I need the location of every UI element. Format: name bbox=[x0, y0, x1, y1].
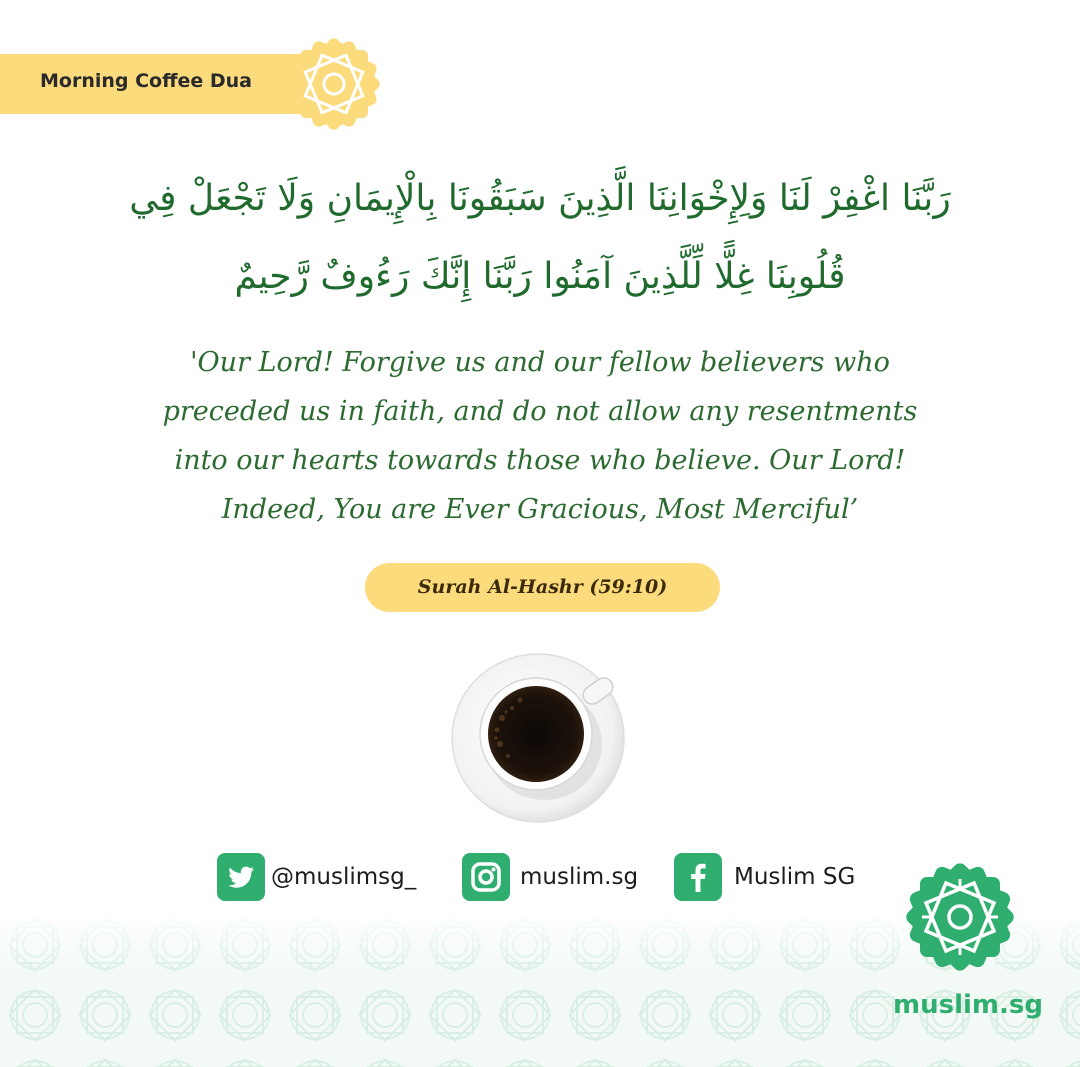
facebook-page-name[interactable]: Muslim SG bbox=[734, 864, 856, 890]
star-flower-ornament-icon bbox=[278, 28, 390, 140]
translation-line: into our hearts towards those who believe. Our Lord! bbox=[174, 445, 906, 476]
twitter-icon[interactable] bbox=[217, 853, 265, 901]
brand-wordmark: muslim.sg bbox=[893, 990, 1043, 1020]
instagram-handle[interactable]: muslim.sg bbox=[520, 864, 639, 890]
muslim-sg-logo-icon bbox=[895, 852, 1025, 982]
translation-line: Indeed, You are Ever Gracious, Most Merciful’ bbox=[221, 494, 859, 525]
banner-title: Morning Coffee Dua bbox=[40, 70, 253, 92]
instagram-camera-icon bbox=[462, 853, 510, 901]
translation-line: preceded us in faith, and do not allow any resentments bbox=[162, 396, 918, 427]
coffee-cup-icon bbox=[450, 648, 630, 824]
facebook-icon[interactable] bbox=[674, 853, 722, 901]
translation-line: 'Our Lord! Forgive us and our fellow believers who bbox=[190, 347, 890, 378]
instagram-icon[interactable] bbox=[462, 853, 510, 901]
facebook-f-icon bbox=[674, 853, 722, 901]
twitter-bird-icon bbox=[217, 853, 265, 901]
arabic-verse-line-2: قُلُوبِنَا غِلًّا لِّلَّذِينَ آمَنُوا رَبَّنَا إِنَّكَ رَءُوفٌ رَّحِيمٌ bbox=[234, 256, 846, 297]
arabic-verse-line-1: رَبَّنَا اغْفِرْ لَنَا وَلِإِخْوَانِنَا الَّذِينَ سَبَقُونَا بِالْإِيمَانِ وَلَا تَجْعَلْ فِي bbox=[129, 178, 951, 219]
surah-reference: Surah Al-Hashr (59:10) bbox=[417, 576, 668, 598]
twitter-handle[interactable]: @muslimsg_ bbox=[271, 864, 417, 890]
verse-translation bbox=[110, 338, 970, 534]
